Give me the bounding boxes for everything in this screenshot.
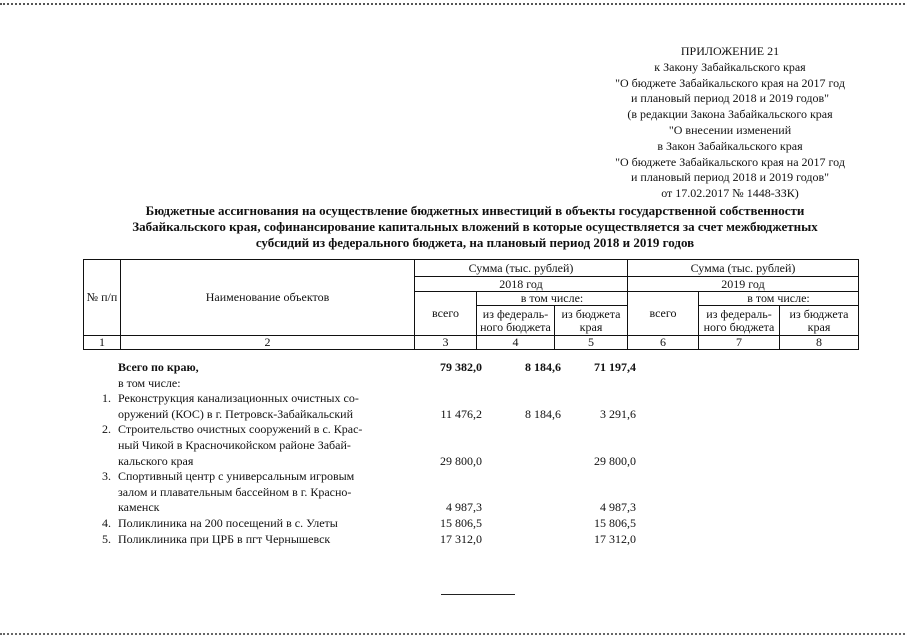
table-row	[83, 469, 863, 516]
sum-header-2018: Сумма (тыс. рублей)	[415, 260, 628, 277]
object-name-line: Поликлиника при ЦРБ в пгт Чернышевск	[118, 531, 331, 546]
object-name-line: Поликлиника на 200 посещений в с. Улеты	[118, 515, 338, 530]
row-total: 15 806,5	[440, 515, 482, 530]
row-regional: 4 987,3	[600, 500, 636, 515]
title-line: Забайкальского края, софинансирование капитальных вложений в которые осуществляется за счет межбюджетных	[132, 219, 818, 234]
total-regional: 71 197,4	[594, 360, 636, 374]
column-number: 8	[780, 336, 859, 350]
row-number: 4.	[102, 515, 111, 530]
document-title	[85, 203, 865, 251]
column-number: 2	[121, 336, 415, 350]
row-number: 3.	[102, 469, 111, 484]
row-total: 4 987,3	[446, 500, 482, 515]
object-name-line: Спортивный центр с универсальным игровым	[118, 469, 355, 484]
total-header-2019: всего	[628, 292, 699, 336]
including-header-2018: в том числе:	[477, 292, 628, 306]
year-header-2018: 2018 год	[415, 277, 628, 292]
row-number: 5.	[102, 531, 111, 546]
object-name-line: кальского края	[118, 453, 194, 468]
table-row	[83, 391, 863, 422]
object-name-line: Строительство очистных сооружений в с. Крас-	[118, 422, 363, 437]
appendix-line: и плановый период 2018 и 2019 годов"	[630, 170, 830, 185]
appendix-line: в Закон Забайкальского края	[657, 138, 803, 153]
column-number: 5	[555, 336, 628, 350]
federal-header-2018: из федераль-ного бюджета	[477, 306, 555, 336]
appendix-line: ПРИЛОЖЕНИЕ 21	[680, 44, 780, 58]
object-name-line: залом и плавательным бассейном в г. Красно-	[118, 484, 352, 499]
appendix-line: "О бюджете Забайкальского края на 2017 год	[615, 75, 845, 90]
total-sum: 79 382,0	[440, 360, 482, 374]
including-row	[83, 376, 863, 392]
column-number: 6	[628, 336, 699, 350]
budget-table-header	[83, 259, 859, 350]
row-number: 1.	[102, 391, 111, 406]
end-separator	[441, 594, 515, 595]
row-regional: 3 291,6	[600, 406, 636, 421]
row-total: 17 312,0	[440, 531, 482, 546]
table-row	[83, 532, 863, 548]
appendix-line: (в редакции Закона Забайкальского края	[627, 107, 833, 122]
including-label: в том числе:	[118, 375, 181, 390]
table-row	[83, 516, 863, 532]
object-name-line: оружений (КОС) в г. Петровск-Забайкальский	[118, 406, 354, 421]
title-line: Бюджетные ассигнования на осуществление бюджетных инвестиций в объекты государственной собственности	[145, 203, 805, 218]
row-regional: 17 312,0	[594, 531, 636, 546]
row-total: 11 476,2	[440, 406, 482, 421]
scan-edge-bottom	[0, 633, 905, 635]
row-federal: 8 184,6	[525, 406, 561, 421]
appendix-line: к Закону Забайкальского края	[654, 59, 806, 74]
regional-header-2019: из бюджета края	[780, 306, 859, 336]
column-number: 3	[415, 336, 477, 350]
year-header-2019: 2019 год	[628, 277, 859, 292]
col-name-header: Наименование объектов	[121, 260, 415, 336]
scan-edge-top	[0, 3, 905, 5]
column-number: 1	[84, 336, 121, 350]
column-number: 7	[699, 336, 780, 350]
title-line: субсидий из федерального бюджета, на плановый период 2018 и 2019 годов	[255, 235, 695, 250]
total-label: Всего по краю,	[118, 360, 199, 374]
table-row	[83, 422, 863, 469]
row-regional: 15 806,5	[594, 515, 636, 530]
appendix-line: от 17.02.2017 № 1448-ЗЗК)	[661, 186, 799, 201]
col-number-header: № п/п	[84, 260, 121, 336]
budget-table-body	[83, 360, 863, 547]
object-name-line: каменск	[118, 500, 160, 515]
appendix-line: "О внесении изменений	[668, 122, 792, 137]
appendix-line: и плановый период 2018 и 2019 годов"	[630, 91, 830, 106]
row-total: 29 800,0	[440, 453, 482, 468]
column-number: 4	[477, 336, 555, 350]
sum-header-2019: Сумма (тыс. рублей)	[628, 260, 859, 277]
including-header-2019: в том числе:	[699, 292, 859, 306]
appendix-header	[565, 44, 895, 202]
row-regional: 29 800,0	[594, 453, 636, 468]
appendix-line: "О бюджете Забайкальского края на 2017 год	[615, 154, 845, 169]
total-federal: 8 184,6	[525, 360, 561, 374]
total-header-2018: всего	[415, 292, 477, 336]
row-number: 2.	[102, 422, 111, 437]
regional-header-2018: из бюджета края	[555, 306, 628, 336]
object-name-line: ный Чикой в Красночикойском районе Забай-	[118, 437, 351, 452]
federal-header-2019: из федераль-ного бюджета	[699, 306, 780, 336]
total-row	[83, 360, 863, 376]
object-name-line: Реконструкция канализационных очистных со-	[118, 391, 359, 406]
